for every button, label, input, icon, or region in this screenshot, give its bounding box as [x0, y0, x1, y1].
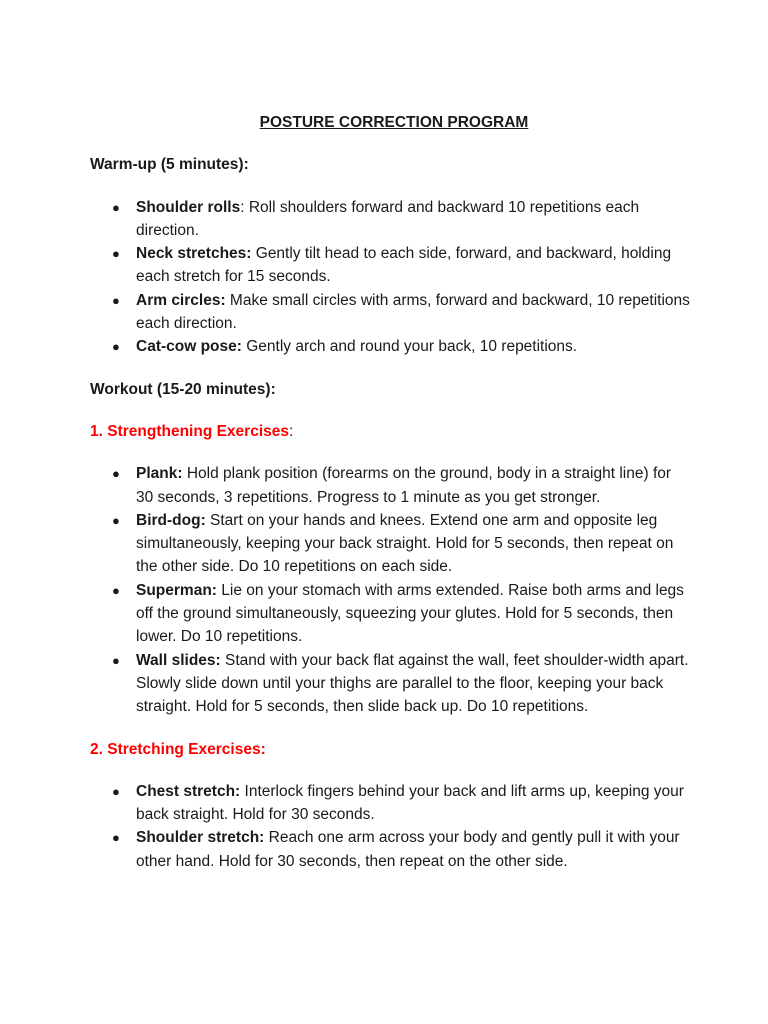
list-item — [90, 462, 690, 509]
item-term: Wall slides: — [136, 651, 221, 669]
list-item — [90, 579, 690, 649]
bullet-icon: ● — [112, 466, 120, 482]
document-page — [90, 111, 690, 892]
item-term: Bird-dog: — [136, 511, 206, 529]
item-text: Reach one arm across your body and gently pull it with your other hand. Hold for 30 seconds, then repeat on the other side. — [136, 829, 680, 870]
item-term: Shoulder rolls — [136, 198, 241, 216]
item-term: Superman: — [136, 581, 217, 599]
list-item — [90, 242, 690, 289]
bullet-icon: ● — [112, 582, 120, 598]
warmup-heading: Warm-up (5 minutes): — [90, 156, 249, 174]
list-item — [90, 826, 690, 873]
item-text: Hold plank position (forearms on the ground, body in a straight line) for 30 seconds, 3 repetitions. Progress to 1 minute as you get stronger. — [136, 465, 672, 506]
warmup-list — [90, 196, 690, 359]
strengthening-list — [90, 462, 690, 718]
item-text: Interlock fingers behind your back and lift arms up, keeping your back straight. Hold for 30 seconds. — [136, 782, 684, 824]
bullet-icon: ● — [112, 199, 120, 215]
item-text: Stand with your back flat against the wall, feet shoulder-width apart. Slowly slide down until your thighs are parallel to the floor, keeping your back straight. Hold for 5 seconds, then slide back up. Do 10 repetitions. — [136, 651, 689, 716]
item-text: : Roll shoulders forward and backward 10 repetitions each direction. — [136, 198, 640, 239]
item-text: Lie on your stomach with arms extended. Raise both arms and legs off the ground simultaneously, squeezing your glutes. Hold for 5 seconds, then lower. Do 10 repetitions. — [136, 581, 684, 646]
workout-heading: Workout (15-20 minutes): — [90, 380, 276, 398]
strengthening-heading-colon: : — [289, 422, 294, 440]
stretching-heading-text: 2. Stretching Exercises: — [90, 740, 266, 758]
bullet-icon: ● — [112, 246, 120, 262]
list-item — [90, 780, 690, 827]
item-term: Shoulder stretch: — [136, 829, 265, 847]
bullet-icon: ● — [112, 652, 120, 668]
bullet-icon: ● — [112, 339, 120, 355]
stretching-heading — [90, 738, 690, 761]
list-item — [90, 335, 690, 358]
strengthening-heading — [90, 420, 690, 443]
item-text: Gently tilt head to each side, forward, and backward, holding each stretch for 15 seconds. — [136, 245, 672, 286]
list-item — [90, 289, 690, 336]
item-text: Start on your hands and knees. Extend one arm and opposite leg simultaneously, keeping your back straight. Hold for 5 seconds, then repeat on the other side. Do 10 repetitions on each side. — [136, 511, 674, 576]
item-term: Plank: — [136, 465, 183, 483]
list-item — [90, 509, 690, 579]
item-term: Cat-cow pose: — [136, 338, 242, 356]
item-text: Make small circles with arms, forward and backward, 10 repetitions each direction. — [136, 291, 690, 333]
bullet-icon: ● — [112, 830, 120, 846]
bullet-icon: ● — [112, 512, 120, 528]
item-term: Neck stretches: — [136, 245, 252, 263]
strengthening-heading-text: 1. Strengthening Exercises — [90, 422, 289, 440]
item-text: Gently arch and round your back, 10 repetitions. — [241, 338, 578, 356]
item-term: Arm circles: — [136, 291, 226, 309]
list-item — [90, 649, 690, 719]
bullet-icon: ● — [112, 783, 120, 799]
stretching-list — [90, 780, 690, 873]
document-title: POSTURE CORRECTION PROGRAM — [259, 114, 529, 131]
bullet-icon: ● — [112, 292, 120, 308]
list-item — [90, 196, 690, 243]
item-term: Chest stretch: — [136, 782, 241, 800]
